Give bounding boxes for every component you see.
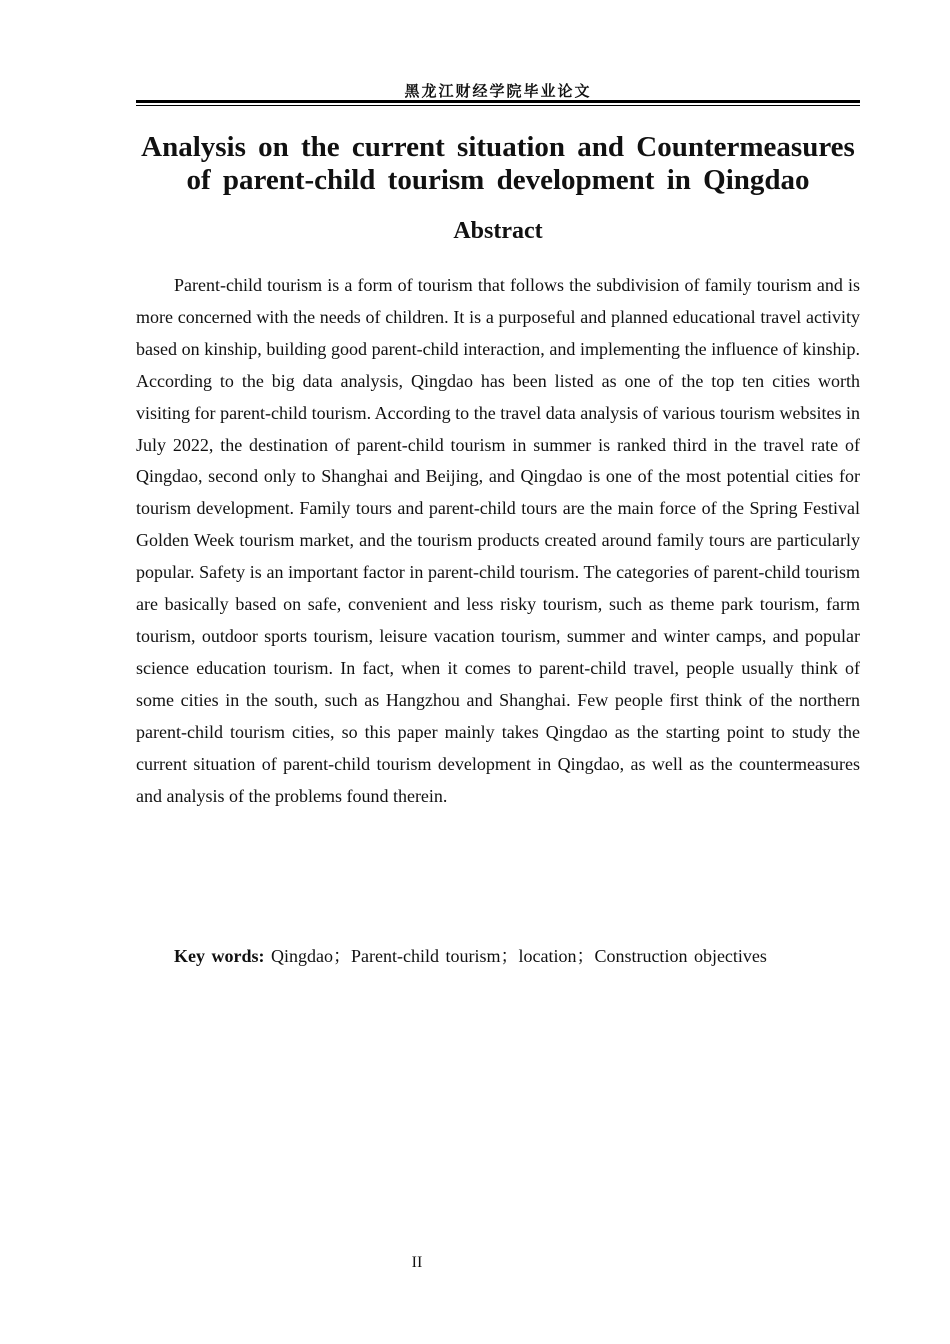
header-rule-thick: [136, 100, 860, 103]
thesis-title-line-2: of parent-child tourism development in Qingdao: [186, 164, 810, 196]
keywords-line: [174, 943, 860, 969]
running-header: 黑龙江财经学院毕业论文: [404, 82, 592, 100]
thesis-title: [136, 131, 860, 197]
abstract-heading: Abstract: [453, 218, 543, 244]
thesis-title-line-1: Analysis on the current situation and Countermeasures: [141, 131, 855, 163]
abstract-body: Parent-child tourism is a form of tourism that follows the subdivision of family tourism and is more concerned with the needs of children. It is a purposeful and planned educational travel activity based on kinship, building good parent-child interaction, and implementing the influence of kinship. According to the big data analysis, Qingdao has been listed as one of the top ten cities worth visiting for parent-child tourism. According to the travel data analysis of various tourism websites in July 2022, the destination of parent-child tourism in summer is ranked third in the travel rate of Qingdao, second only to Shanghai and Beijing, and Qingdao is one of the most potential cities for tourism development. Family tours and parent-child tours are the main force of the Spring Festival Golden Week tourism market, and the tourism products created around family tours are particularly popular. Safety is an important factor in parent-child tourism. The categories of parent-child tourism are basically based on safe, convenient and less risky tourism, such as theme park tourism, farm tourism, outdoor sports tourism, leisure vacation tourism, summer and winter camps, and popular science education tourism. In fact, when it comes to parent-child travel, people usually think of some cities in the south, such as Hangzhou and Shanghai. Few people first think of the northern parent-child tourism cities, so this paper mainly takes Qingdao as the starting point to study the current situation of parent-child tourism development in Qingdao, as well as the countermeasures and analysis of the problems found therein.: [136, 275, 860, 806]
keywords-text: Qingdao；Parent-child tourism；location；Construction objectives: [271, 946, 767, 966]
keywords-label: Key words:: [174, 946, 265, 966]
header-rule-thin: [136, 105, 860, 106]
page-number: II: [411, 1254, 423, 1271]
